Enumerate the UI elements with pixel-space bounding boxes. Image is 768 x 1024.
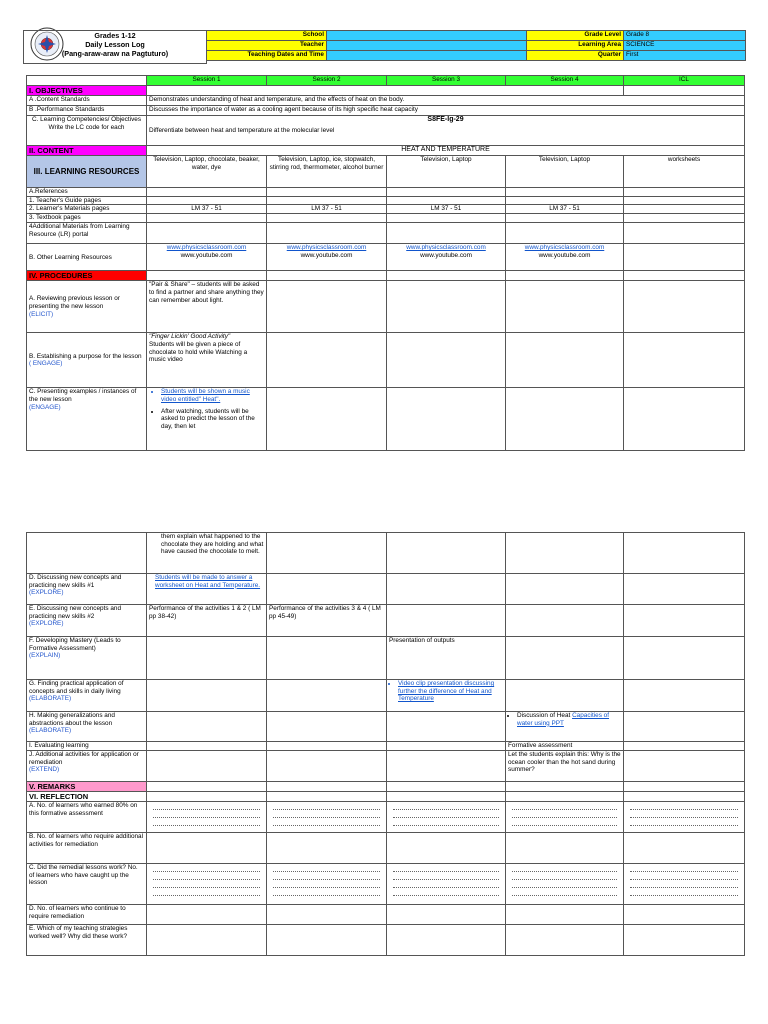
content-topic: HEAT AND TEMPERATURE: [147, 146, 745, 156]
session-4-header: Session 4: [506, 76, 624, 86]
youtube-text-1: www.youtube.com: [180, 252, 233, 260]
proc-g-title: G. Finding practical application of concepts and skills in daily living: [29, 680, 124, 695]
proc-j-tag: (EXTEND): [29, 766, 60, 774]
proc-a-title: A. Reviewing previous lesson or presenting the new lesson: [29, 295, 120, 311]
proc-e-tag: (EXPLORE): [29, 620, 64, 628]
school-value[interactable]: [327, 31, 527, 41]
reflection-heading: VI. REFLECTION: [27, 792, 147, 802]
other-resources-3: [387, 244, 506, 271]
pair-share-title: "Pair & Share": [149, 281, 190, 289]
proc-d-tag: (EXPLORE): [29, 589, 64, 597]
lm-pages-2: LM 37 - 51: [267, 205, 387, 214]
materials-session-4: Television, Laptop: [506, 156, 624, 188]
proc-f-label: [27, 637, 147, 680]
reflection-e-label: E. Which of my teaching strategies worked well? Why did these work?: [27, 925, 147, 956]
performance-standards-label: B .Performance Standards: [27, 106, 147, 116]
proc-b-session-1: [147, 333, 267, 388]
proc-a-tag: (ELICIT): [29, 310, 54, 318]
proc-d-title: D. Discussing new concepts and practicing new skills #1: [29, 574, 122, 589]
dates-label: Teaching Dates and Time: [207, 51, 327, 61]
physics-link-2[interactable]: www.physicsclassroom.com: [286, 244, 367, 252]
reflection-c-s1[interactable]: [147, 864, 267, 905]
competencies-cell: [147, 116, 745, 146]
proc-d-label: [27, 574, 147, 605]
materials-session-1: Television, Laptop, chocolate, beaker, water, dye: [147, 156, 267, 188]
proc-j-title: J. Additional activities for application or remediation: [29, 751, 139, 766]
proc-g-session-3: [387, 680, 506, 712]
proc-c-session-1: [147, 388, 267, 451]
procedures-heading: IV. PROCEDURES: [27, 271, 147, 281]
competencies-label: [27, 116, 147, 146]
proc-i-label: I. Evaluating learning: [27, 742, 147, 751]
competencies-title: C. Learning Competencies/ Objectives: [31, 116, 142, 123]
proc-b-tag: ( ENGAGE): [29, 360, 63, 368]
competencies-note: Write the LC code for each: [48, 123, 125, 131]
reflection-b-label: B. No. of learners who require additional activities for remediation: [27, 833, 147, 864]
physics-link-4[interactable]: www.physicsclassroom.com: [524, 244, 605, 252]
reflection-a-s4[interactable]: [506, 802, 624, 833]
reflection-c-s4[interactable]: [506, 864, 624, 905]
header-table: [23, 30, 746, 64]
proc-f-title: F. Developing Mastery (Leads to Formative Assessment): [29, 637, 121, 652]
icl-header: ICL: [624, 76, 745, 86]
proc-c-tag: (ENGAGE): [29, 403, 61, 411]
proc-a-session-1: [147, 281, 267, 333]
lm-pages-3: LM 37 - 51: [387, 205, 506, 214]
reflection-c-s3[interactable]: [387, 864, 506, 905]
reflection-c-s2[interactable]: [267, 864, 387, 905]
predict-bullet: • After watching, students will be asked to predict the lesson of the day, then let: [161, 408, 264, 431]
lesson-log-table-continued: [26, 532, 745, 956]
title-line-2: Daily Lesson Log: [85, 40, 145, 49]
materials-icl: worksheets: [624, 156, 745, 188]
content-heading: II. CONTENT: [27, 146, 147, 156]
proc-h-label: [27, 712, 147, 742]
reflection-c-label: C. Did the remedial lessons work? No. of learners who have caught up the lesson: [27, 864, 147, 905]
session-corner: [27, 76, 147, 86]
proc-f-session-3: Presentation of outputs: [387, 637, 506, 680]
proc-b-label: [27, 333, 147, 388]
reflection-c-icl[interactable]: [624, 864, 745, 905]
proc-i-session-4: Formative assessment: [506, 742, 624, 751]
youtube-text-3: www.youtube.com: [420, 252, 472, 260]
quarter-label: Quarter: [527, 51, 624, 61]
pair-share-text: – students will be asked to find a partner and share anything they can remember about light.: [149, 281, 264, 304]
title-line-1: Grades 1-12: [94, 31, 136, 40]
reflection-a-s1[interactable]: [147, 802, 267, 833]
reflection-a-icl[interactable]: [624, 802, 745, 833]
discussion-text: Discussion of Heat: [517, 712, 573, 719]
video-clip-bullet[interactable]: • Video clip presentation discussing further the difference of Heat and Temperature: [398, 680, 503, 703]
grade-level-label: Grade Level: [527, 31, 624, 41]
proc-e-label: [27, 605, 147, 637]
reflection-d-label: D. No. of learners who continue to require remediation: [27, 905, 147, 925]
remarks-heading: V. REMARKS: [27, 782, 147, 792]
proc-c-label: [27, 388, 147, 451]
music-video-bullet[interactable]: • Students will be shown a music video entitled" Heat".: [161, 388, 264, 403]
finger-lickin-text: Students will be given a piece of chocolate to hold while Watching a music video: [149, 341, 248, 364]
proc-g-label: [27, 680, 147, 712]
proc-f-tag: (EXPLAIN): [29, 652, 61, 660]
proc-e-session-2: Performance of the activities 3 & 4 ( LM pp 45-49): [267, 605, 387, 637]
session-3-header: Session 3: [387, 76, 506, 86]
additional-materials-label: 4Additional Materials from Learning Resource (LR) portal: [27, 223, 147, 244]
learning-area-value[interactable]: SCIENCE: [624, 41, 746, 51]
discussion-bullet: [517, 712, 621, 727]
proc-g-tag: (ELABORATE): [29, 695, 72, 703]
proc-h-title: H. Making generalizations and abstractions about the lesson: [29, 712, 115, 727]
content-standards-label: A .Content Standards: [27, 96, 147, 106]
competency-text: Differentiate between heat and temperature at the molecular level: [149, 127, 335, 135]
teacher-label: Teacher: [207, 41, 327, 51]
teacher-value[interactable]: [327, 41, 527, 51]
youtube-text-2: www.youtube.com: [300, 252, 353, 260]
other-resources-label: B. Other Learning Resources: [27, 244, 147, 271]
proc-b-title: B. Establishing a purpose for the lesson: [29, 352, 142, 360]
lm-pages-4: LM 37 - 51: [506, 205, 624, 214]
other-resources-2: [267, 244, 387, 271]
materials-session-2: Television, Laptop, ice, stopwatch, stirring rod, thermometer, alcohol burner: [267, 156, 387, 188]
worksheet-link[interactable]: Students will be made to answer a worksheet on Heat and Temperature.: [147, 574, 267, 605]
lesson-log-table: [26, 75, 745, 451]
header-title: [24, 31, 207, 64]
textbook-label: 3. Textbook pages: [27, 214, 147, 223]
proc-h-session-4: [506, 712, 624, 742]
title-line-3: (Pang-araw-araw na Pagtuturo): [61, 49, 169, 58]
materials-session-3: Television, Laptop: [387, 156, 506, 188]
proc-c-list: [149, 388, 264, 430]
reflection-a-s3[interactable]: [387, 802, 506, 833]
other-resources-4: [506, 244, 624, 271]
lm-pages-1: LM 37 - 51: [147, 205, 267, 214]
reflection-a-s2[interactable]: [267, 802, 387, 833]
quarter-value[interactable]: First: [624, 51, 746, 61]
proc-h-tag: (ELABORATE): [29, 727, 72, 735]
school-label: School: [207, 31, 327, 41]
references-label: A.References: [27, 188, 147, 197]
learning-area-label: Learning Area: [527, 41, 624, 51]
youtube-text-4: www.youtube.com: [538, 252, 591, 260]
session-2-header: Session 2: [267, 76, 387, 86]
teachers-guide-label: 1. Teacher's Guide pages: [27, 196, 147, 205]
physics-link-1[interactable]: www.physicsclassroom.com: [166, 244, 247, 252]
proc-j-label: [27, 751, 147, 782]
proc-c-continued: them explain what happened to the chocolate they are holding and what have caused the chocolate to melt.: [147, 533, 267, 574]
lc-code: S8FE-Ig-29: [427, 116, 464, 123]
content-standards-text: Demonstrates understanding of heat and temperature, and the effects of heat on the body.: [147, 96, 745, 106]
reflection-a-label: A. No. of learners who earned 80% on this formative assessment: [27, 802, 147, 833]
physics-link-3[interactable]: www.physicsclassroom.com: [406, 244, 486, 252]
proc-j-session-4: Let the students explain this: Why is the ocean cooler than the hot sand during summer?: [506, 751, 624, 782]
resources-heading: III. LEARNING RESOURCES: [27, 156, 147, 188]
dates-value[interactable]: [327, 51, 527, 61]
proc-e-session-1: Performance of the activities 1 & 2 ( LM pp 38-42): [147, 605, 267, 637]
finger-lickin-title: "Finger Lickin' Good Activity": [149, 333, 231, 341]
grade-level-value[interactable]: Grade 8: [624, 31, 746, 41]
proc-c-title: C. Presenting examples / instances of the new lesson: [29, 388, 137, 404]
proc-a-label: [27, 281, 147, 333]
other-resources-1: [147, 244, 267, 271]
learners-label: 2. Learner's Materials pages: [27, 205, 147, 214]
heat-capacities-link[interactable]: Capacities of water using PPT: [517, 712, 610, 727]
proc-e-title: E. Discussing new concepts and practicing new skills #2: [29, 605, 122, 620]
session-1-header: Session 1: [147, 76, 267, 86]
performance-standards-text: Discusses the importance of water as a cooling agent because of its high specific heat capacity: [147, 106, 745, 116]
objectives-heading: I. OBJECTIVES: [27, 86, 147, 96]
